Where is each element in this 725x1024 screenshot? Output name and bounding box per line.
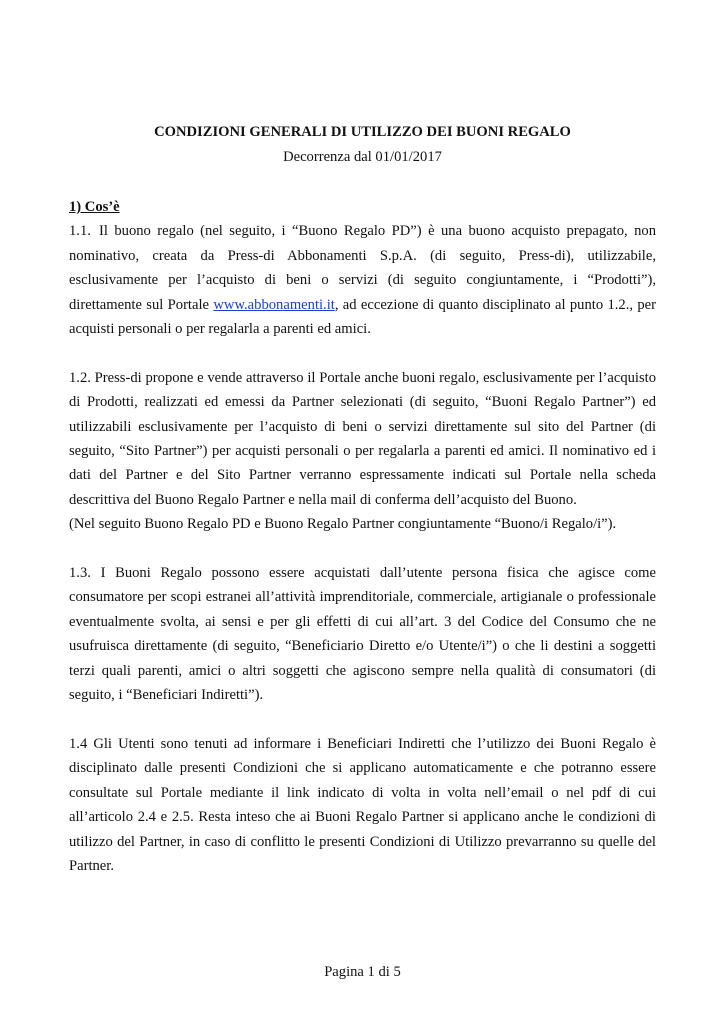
paragraph-spacer (69, 341, 656, 365)
section-heading-1: 1) Cos’è (69, 199, 120, 215)
paragraph-1-1 (69, 219, 656, 341)
document-body (69, 195, 656, 878)
paragraph-number: 1.1. (69, 223, 91, 240)
paragraph-1-2: 1.2. Press-di propone e vende attraverso il Portale anche buoni regalo, esclusivamente per l’acquisto di Prodotti, realizzati ed emessi da Partner selezionati (di seguito, “Buoni Regalo Partner”) ed utilizzabili esclusivamente per l’acquisto di beni o servizi direttamente sul sito del Partner (di seguito, “Sito Partner”) per acquisti personali o per regalarla a parenti ed amici. Il nominativo ed i dati del Partner e del Sito Partner verranno espressamente indicati sul Portale nella scheda descrittiva del Buono Regalo Partner e nella mail di conferma dell’acquisto del Buono. (69, 369, 656, 508)
paragraph-spacer (69, 707, 656, 731)
paragraph-text: Il buono regalo (nel seguito, i “Buono Regalo PD”) è una buono acquisto prepagato, non nominativo, creata da Press-di Abbonamenti S.p.A. (di seguito, Press-di), utilizzabile, esclusivamente per l’acquisto di beni o servizi (di seguito congiuntamente, i “Prodotti”), direttamente sul Portale (69, 223, 656, 313)
paragraph-text-continued: , ad eccezione di quanto disciplinato al punto 1.2., per acquisti personali o per regalarla a parenti ed amici. (69, 296, 657, 338)
paragraph-1-4: 1.4 Gli Utenti sono tenuti ad informare i Beneficiari Indiretti che l’utilizzo dei Buoni Regalo è disciplinato dalle presenti Condizioni che si applicano automaticamente e che potranno essere consultate sul Portale mediante il link indicato di volta in volta nell’email o nel pdf di cui all’articolo 2.4 e 2.5. Resta inteso che ai Buoni Regalo Partner si applicano anche le condizioni di utilizzo del Partner, in caso di conflitto le presenti Condizioni di Utilizzo prevarranno su quelle del Partner. (69, 735, 656, 874)
paragraph-spacer (69, 537, 656, 561)
portal-link[interactable]: www.abbonamenti.it (213, 296, 335, 313)
paragraph-1-2-note: (Nel seguito Buono Regalo PD e Buono Regalo Partner congiuntamente “Buono/i Regalo/i”). (69, 516, 617, 533)
paragraph-1-3: 1.3. I Buoni Regalo possono essere acquistati dall’utente persona fisica che agisce come consumatore per scopi estranei all’attività imprenditoriale, commerciale, artigianale o professionale eventualmente svolta, ai sensi e per gli effetti di cui all’art. 3 del Codice del Consumo che ne usufruisca direttamente (di seguito, “Beneficiario Diretto e/o Utente/i”) o che li destini a soggetti terzi quali parenti, amici o altri soggetti che agiscono sempre nella qualità di consumatori (di seguito, i “Beneficiari Indiretti”). (69, 565, 656, 704)
document-title: CONDIZIONI GENERALI DI UTILIZZO DEI BUONI REGALO (154, 124, 571, 140)
page-footer: Pagina 1 di 5 (324, 964, 401, 980)
document-subtitle: Decorrenza dal 01/01/2017 (283, 149, 442, 165)
